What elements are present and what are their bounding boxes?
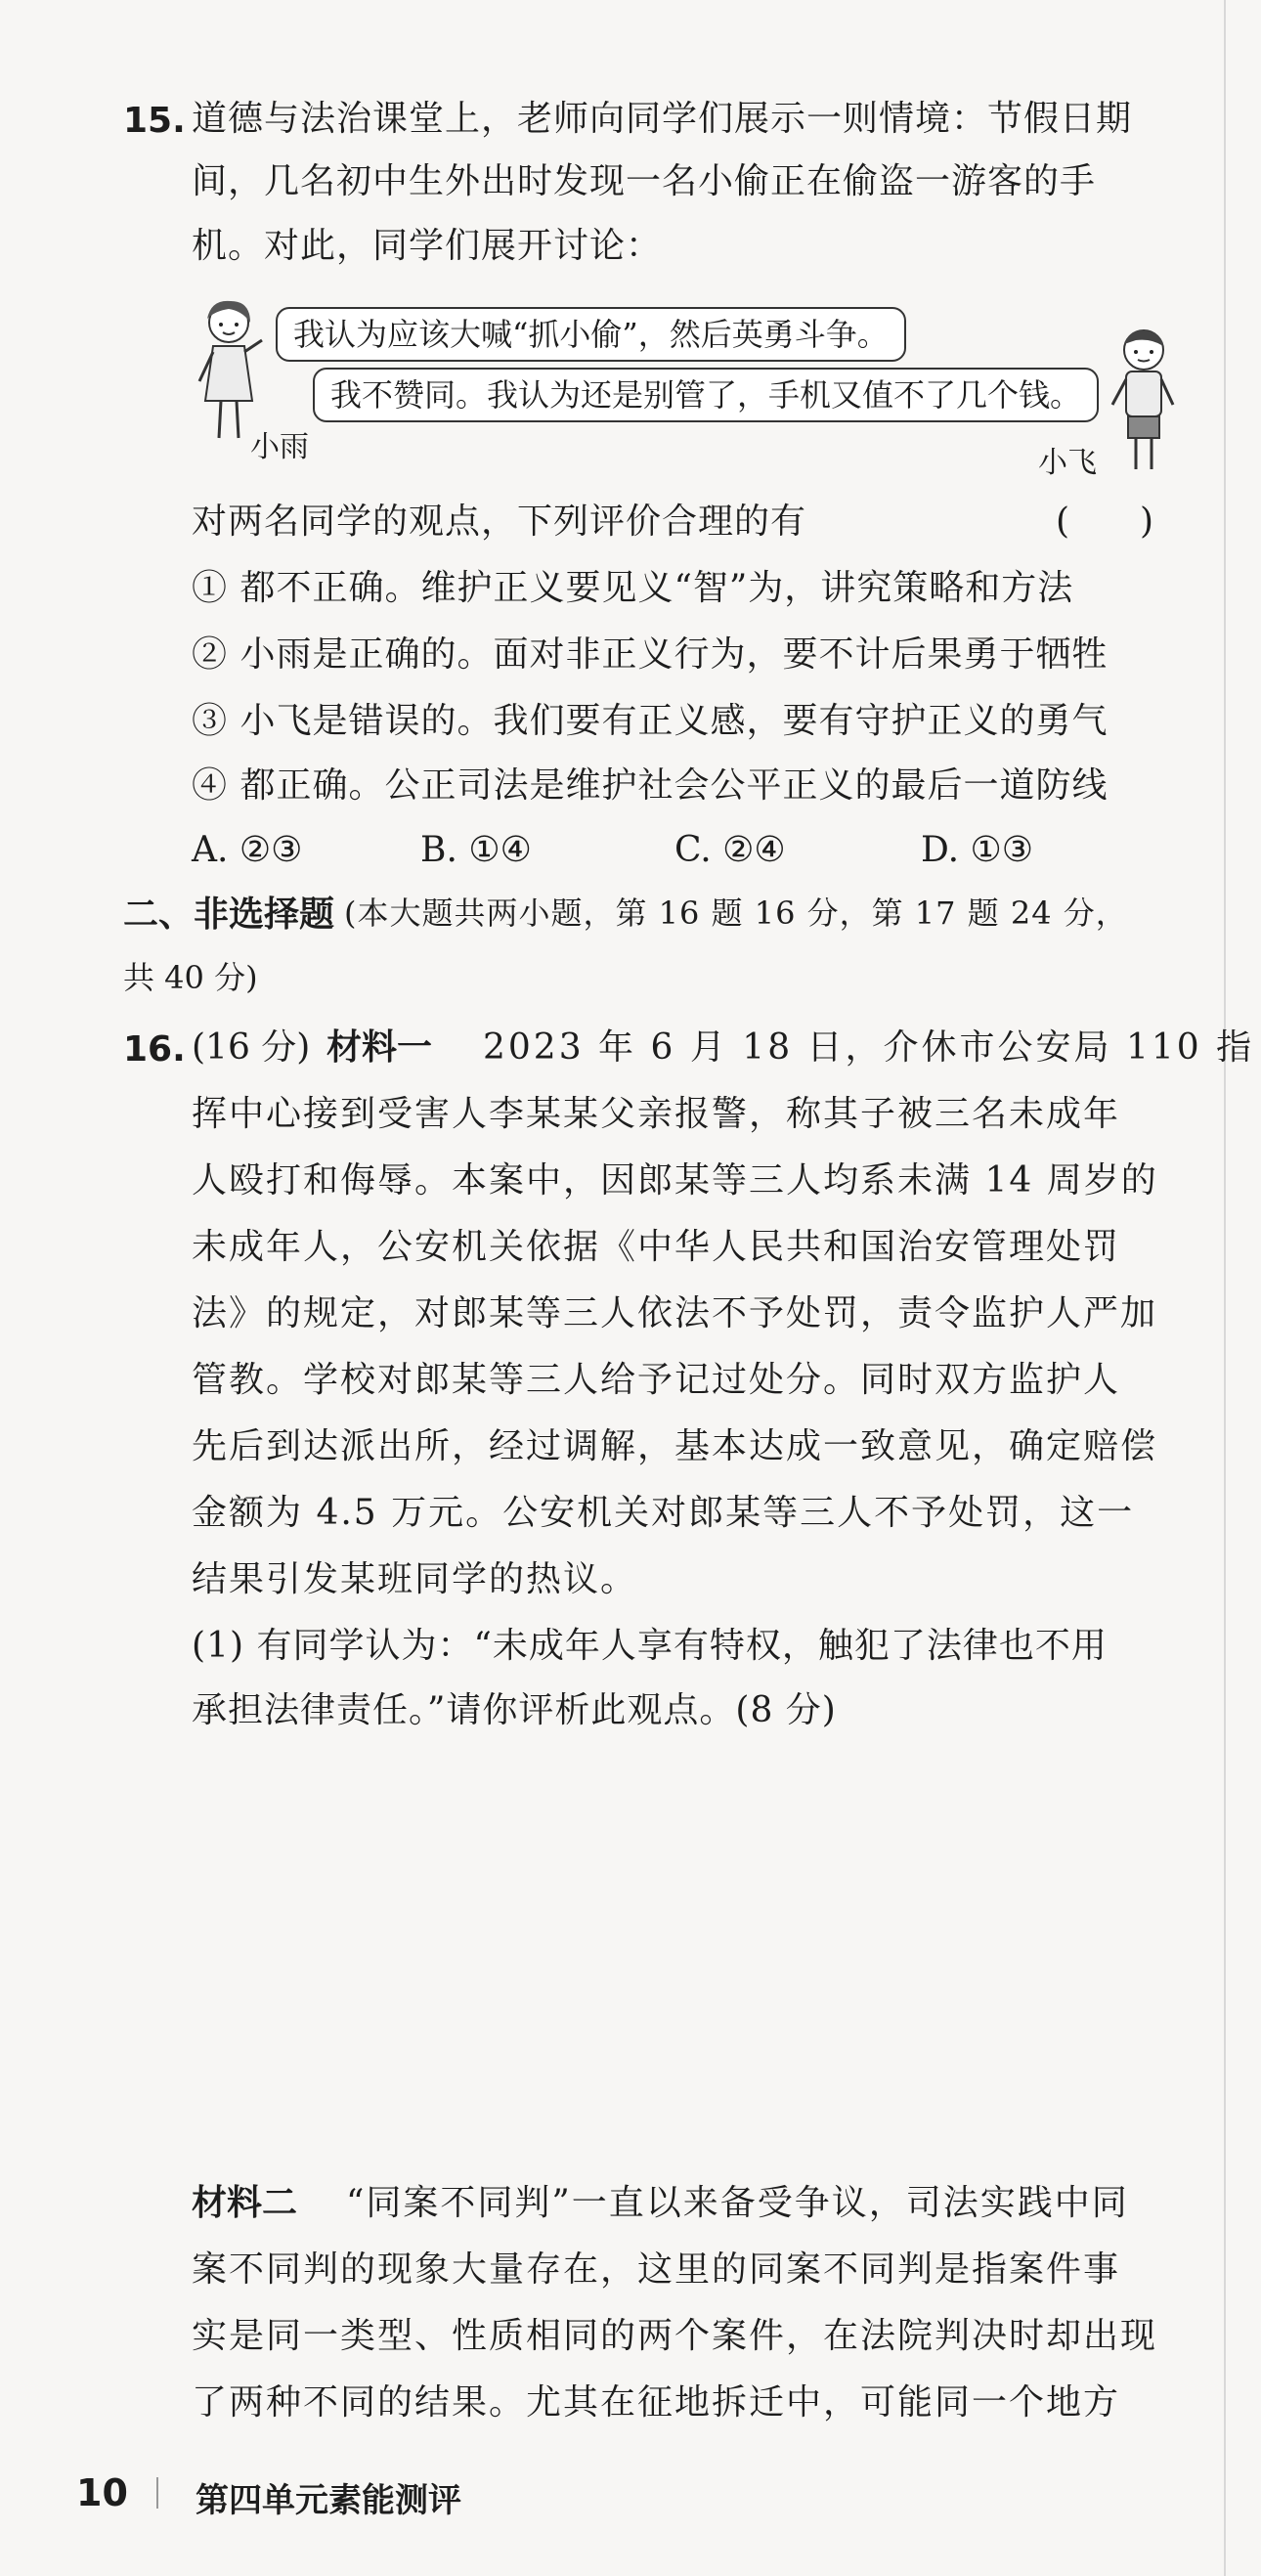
statement-4: ④ 都正确。公正司法是维护社会公平正义的最后一道防线 — [192, 765, 1109, 806]
question-prompt: 对两名同学的观点，下列评价合理的有 — [192, 502, 807, 542]
material-1-line-5: 法》的规定，对郎某等三人依法不予处罚，责令监护人严加 — [192, 1293, 1158, 1333]
footer-title: 第四单元素能测评 — [196, 2481, 461, 2520]
question-number: 16. — [123, 1029, 186, 1070]
question-stem-line-3: 机。对此，同学们展开讨论： — [192, 226, 663, 266]
question-stem-line-1: 道德与法治课堂上，老师向同学们展示一则情境：节假日期 — [192, 99, 1133, 139]
section-note-line-1: (本大题共两小题，第 16 题 16 分，第 17 题 24 分， — [344, 895, 1128, 932]
statement-2: ② 小雨是正确的。面对非正义行为，要不计后果勇于牺牲 — [192, 634, 1109, 675]
material-1-line-1: 2023 年 6 月 18 日，介休市公安局 110 指 — [483, 1027, 1255, 1068]
choice-c: C. ②④ — [674, 830, 786, 870]
question-stem-line-2: 间，几名初中生外出时发现一名小偷正在偷盗一游客的手 — [192, 161, 1097, 201]
boy-xiaofei-illustration — [1105, 323, 1183, 479]
material-2-line-2: 案不同判的现象大量存在，这里的同案不同判是指案件事 — [192, 2249, 1121, 2290]
choice-d: D. ①③ — [921, 830, 1034, 870]
material-1-line-7: 先后到达派出所，经过调解，基本达成一致意见，确定赔偿 — [192, 1426, 1158, 1466]
choice-b: B. ①④ — [420, 830, 532, 870]
answer-space[interactable] — [192, 1760, 1189, 2170]
label-xiaoyu: 小雨 — [250, 430, 309, 464]
speech-bubble-xiaofei: 我不赞同。我认为还是别管了，手机又值不了几个钱。 — [313, 368, 1099, 422]
material-1-line-9: 结果引发某班同学的热议。 — [192, 1559, 638, 1599]
material-2-line-3: 实是同一类型、性质相同的两个案件，在法院判决时却出现 — [192, 2316, 1158, 2356]
statement-3: ③ 小飞是错误的。我们要有正义感，要有守护正义的勇气 — [192, 701, 1109, 741]
section-title: 二、非选择题 — [123, 895, 335, 935]
question-score: (16 分) — [192, 1027, 311, 1068]
question-number: 15. — [123, 101, 186, 141]
material-2-label: 材料二 — [192, 2183, 298, 2223]
material-1-line-8: 金额为 4.5 万元。公安机关对郎某等三人不予处罚，这一 — [192, 1493, 1135, 1533]
sub-question-1-line-2: 承担法律责任。”请你评析此观点。(8 分) — [192, 1690, 837, 1730]
statement-1: ① 都不正确。维护正义要见义“智”为，讲究策略和方法 — [192, 568, 1074, 608]
sub-question-1-line-1: (1) 有同学认为：“未成年人享有特权，触犯了法律也不用 — [192, 1626, 1108, 1666]
label-xiaofei: 小飞 — [1038, 446, 1097, 480]
section-note-line-2: 共 40 分) — [123, 959, 258, 996]
footer-separator — [156, 2477, 158, 2509]
material-2-line-4: 了两种不同的结果。尤其在征地拆迁中，可能同一个地方 — [192, 2382, 1121, 2423]
page-number: 10 — [76, 2471, 128, 2514]
material-1-line-6: 管教。学校对郎某等三人给予记过处分。同时双方监护人 — [192, 1360, 1121, 1400]
material-1-line-2: 挥中心接到受害人李某某父亲报警，称其子被三名未成年 — [192, 1094, 1121, 1134]
material-2-line-1: “同案不同判”一直以来备受争议，司法实践中同 — [346, 2183, 1129, 2223]
speech-bubble-xiaoyu: 我认为应该大喊“抓小偷”，然后英勇斗争。 — [276, 307, 906, 362]
material-1-line-3: 人殴打和侮辱。本案中，因郎某等三人均系未满 14 周岁的 — [192, 1160, 1158, 1201]
answer-blank: ( ) — [1056, 502, 1154, 542]
material-1-line-4: 未成年人，公安机关依据《中华人民共和国治安管理处罚 — [192, 1227, 1121, 1267]
margin-rule — [1224, 0, 1226, 2576]
material-1-label: 材料一 — [326, 1027, 433, 1068]
choice-a: A. ②③ — [192, 830, 303, 870]
